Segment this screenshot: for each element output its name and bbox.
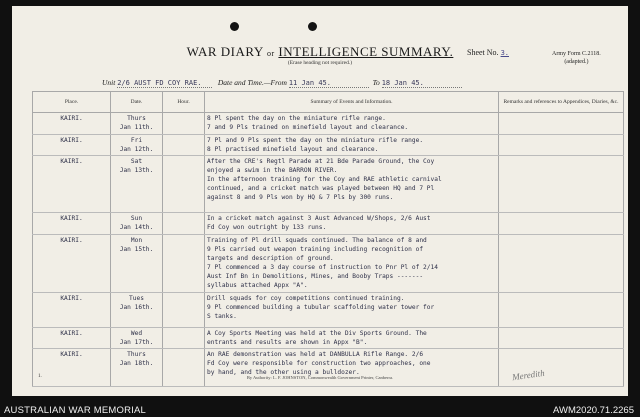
- page-title: WAR DIARY or INTELLIGENCE SUMMARY.: [186, 44, 454, 59]
- form-number: 1.: [38, 374, 42, 379]
- hour-cell: [163, 293, 205, 328]
- to-date: 18 Jan 45.: [381, 79, 424, 87]
- diary-table: [32, 91, 624, 387]
- summary-cell: After the CRE's Regtl Parade at 21 Bde Parade Ground, the Coy enjoyed a swim in the BARRON RIVER. In the afternoon training for the Coy and RAE athletic carnival continued, and a cricket match was played between HQ and 7 Pl against 8 and 9 Pls won by HQ & 7 Pls by 300 runs.: [205, 156, 499, 213]
- remarks-cell: [499, 113, 624, 135]
- hour-cell: [163, 328, 205, 349]
- summary-cell: 7 Pl and 9 Pls spent the day on the miniature rifle range. 8 Pl practised minefield layout and clearance.: [205, 135, 499, 156]
- summary-cell: Training of Pl drill squads continued. The balance of 8 and 9 Pls carried out weapon training including recognition of targets and description of ground. 7 Pl commenced a 3 day course of instruction to Pnr Pl of 2/14 Aust Inf Bn in Demolitions, Mines, and Booby Traps ------- syllabus attached Appx "A".: [205, 235, 499, 293]
- table-row: [33, 293, 624, 328]
- summary-cell: A Coy Sports Meeting was held at the Div Sports Ground. The entrants and results are shown in Appx "B".: [205, 328, 499, 349]
- table-row: [33, 235, 624, 293]
- table-row: [33, 328, 624, 349]
- hour-cell: [163, 349, 205, 387]
- date-cell: Tues Jan 16th.: [111, 293, 163, 328]
- date-cell: Sat Jan 13th.: [111, 156, 163, 213]
- remarks-cell: [499, 213, 624, 235]
- col-hour: Hour.: [163, 92, 205, 113]
- army-form-label: Army Form C.2118. (adapted.): [552, 51, 601, 65]
- date-cell: Mon Jan 15th.: [111, 235, 163, 293]
- place-cell: KAIRI.: [33, 135, 111, 156]
- summary-cell: Drill squads for coy competitions continued training. 9 Pl commenced building a tubular scaffolding water tower for S tanks.: [205, 293, 499, 328]
- hour-cell: [163, 235, 205, 293]
- punch-hole: [230, 22, 239, 31]
- title-note: (Erase heading not required.): [287, 60, 353, 66]
- hour-cell: [163, 135, 205, 156]
- remarks-cell: [499, 156, 624, 213]
- hour-cell: [163, 213, 205, 235]
- summary-cell: In a cricket match against 3 Aust Advanced W/Shops, 2/6 Aust Fd Coy won outright by 133 runs.: [205, 213, 499, 235]
- summary-cell: 8 Pl spent the day on the miniature rifle range. 7 and 9 Pls trained on minefield layout and clearance.: [205, 113, 499, 135]
- date-cell: Wed Jan 17th.: [111, 328, 163, 349]
- col-place: Place.: [33, 92, 111, 113]
- place-cell: KAIRI.: [33, 328, 111, 349]
- place-cell: KAIRI.: [33, 113, 111, 135]
- date-cell: Fri Jan 12th.: [111, 135, 163, 156]
- col-remarks: Remarks and references to Appendices, Diaries, &c.: [499, 92, 624, 113]
- signature: Meredith: [511, 367, 546, 383]
- from-date: 11 Jan 45.: [288, 79, 331, 87]
- table-row: [33, 113, 624, 135]
- place-cell: KAIRI.: [33, 349, 111, 387]
- table-row: [33, 135, 624, 156]
- hour-cell: [163, 113, 205, 135]
- remarks-cell: [499, 328, 624, 349]
- printer-line: By Authority: L. F. JOHNSTON, Commonwealth Government Printer, Canberra.: [246, 375, 394, 380]
- place-cell: KAIRI.: [33, 156, 111, 213]
- date-cell: Thurs Jan 18th.: [111, 349, 163, 387]
- unit-line: Unit 2/6 AUST FD COY RAE. Date and Time.—From 11 Jan 45. To 18 Jan 45.: [102, 78, 462, 88]
- remarks-cell: [499, 293, 624, 328]
- punch-hole: [308, 22, 317, 31]
- diary-sheet: [12, 6, 628, 396]
- table-header-row: [33, 92, 624, 113]
- hour-cell: [163, 156, 205, 213]
- remarks-cell: [499, 235, 624, 293]
- col-date: Date.: [111, 92, 163, 113]
- table-row: [33, 213, 624, 235]
- table-row: [33, 156, 624, 213]
- summary-cell: An RAE demonstration was held at DANBULLA Rifle Range. 2/6 Fd Coy were responsible for construction two approaches, one by hand, and the other using a bulldozer.: [205, 349, 499, 387]
- place-cell: KAIRI.: [33, 235, 111, 293]
- archive-id: AWM2020.71.2265: [553, 405, 634, 416]
- place-cell: KAIRI.: [33, 293, 111, 328]
- col-summary: Summary of Events and Information.: [205, 92, 499, 113]
- unit-value: 2/6 AUST FD COY RAE.: [117, 79, 202, 87]
- place-cell: KAIRI.: [33, 213, 111, 235]
- remarks-cell: [499, 135, 624, 156]
- archive-caption: AUSTRALIAN WAR MEMORIAL: [4, 405, 147, 416]
- date-cell: Sun Jan 14th.: [111, 213, 163, 235]
- date-cell: Thurs Jan 11th.: [111, 113, 163, 135]
- sheet-number: Sheet No. 3.: [467, 48, 509, 57]
- table-row: [33, 349, 624, 387]
